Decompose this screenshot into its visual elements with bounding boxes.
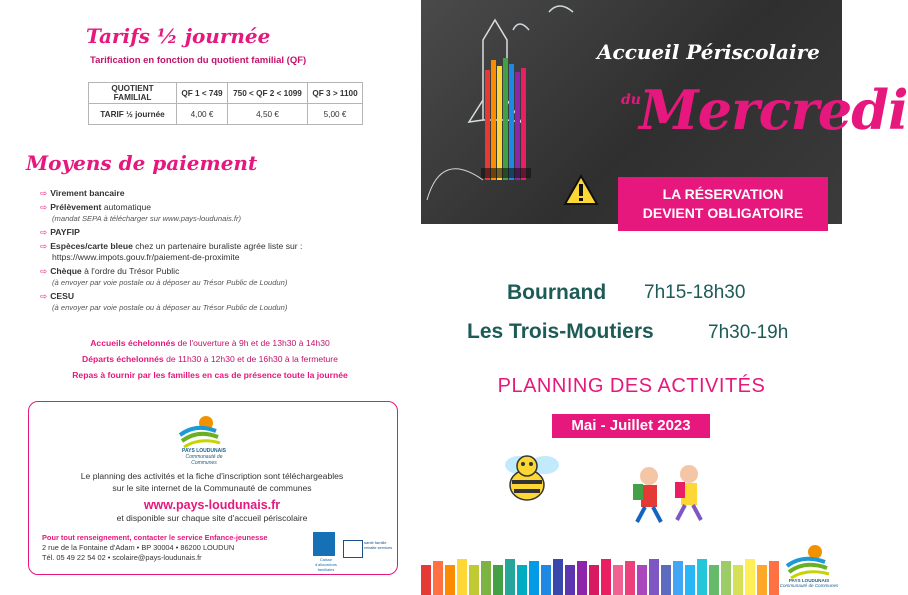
table-header-cell: QF 1 < 749 <box>177 83 228 104</box>
msa-logo-icon <box>343 540 363 558</box>
logo-name: PAYS LOUDUNAIS <box>182 448 226 454</box>
arrow-right-icon: ⇨ <box>40 202 48 212</box>
list-item <box>40 291 410 313</box>
logo-name: PAYS LOUDUNAIS <box>788 578 830 583</box>
contact-info <box>42 533 312 563</box>
table-cell: 4,00 € <box>177 104 228 125</box>
accueil-info <box>20 335 400 383</box>
list-item <box>40 227 410 238</box>
tarif-table <box>88 82 363 125</box>
caf-logo-icon <box>313 532 335 556</box>
site-hours: 7h30-19h <box>708 322 789 343</box>
accueil-bold: Accueils échelonnés <box>90 338 176 348</box>
table-header-cell: 750 < QF 2 < 1099 <box>228 83 308 104</box>
table-header-row <box>89 83 363 104</box>
accueil-line <box>20 335 400 351</box>
contact-head: Pour tout renseignement, contacter le service Enfance-jeunesse <box>42 533 268 542</box>
table-cell: 5,00 € <box>308 104 363 125</box>
payment-method: PAYFIP <box>50 227 80 237</box>
caf-text: Caisse d'allocations familiales <box>315 557 337 572</box>
logo-text <box>779 578 839 588</box>
box-line: Le planning des activités et la fiche d'inscription sont téléchargeables <box>80 471 344 481</box>
payment-note: (à envoyer par voie postale ou à déposer au Trésor Public de Loudun) <box>52 303 288 312</box>
right-panel <box>421 0 908 595</box>
contact-address: 2 rue de la Fontaine d'Adam • BP 30004 • 86200 LOUDUN <box>42 543 235 552</box>
box-text <box>40 470 384 494</box>
site-name: Bournand <box>507 281 607 304</box>
accueil-line <box>20 351 400 367</box>
box-line: sur le site internet de la Communauté de communes <box>112 483 312 493</box>
logo-sub: Communauté de Communes <box>185 454 223 466</box>
planning-title: PLANNING DES ACTIVITÉS <box>497 375 766 397</box>
accueil-bold: Repas à fournir par les familles en cas de présence toute la journée <box>72 370 348 380</box>
crayons-decoration-icon <box>421 555 786 595</box>
payment-text: à l'ordre du Trésor Public <box>81 266 180 276</box>
arrow-right-icon: ⇨ <box>40 266 48 276</box>
accueil-text: de 11h30 à 12h30 et de 16h30 à la fermeture <box>163 354 338 364</box>
list-item <box>40 266 410 288</box>
table-cell: 4,50 € <box>228 104 308 125</box>
arrow-right-icon: ⇨ <box>40 241 48 251</box>
box-line: et disponible sur chaque site d'accueil périscolaire <box>116 513 308 523</box>
reservation-line: LA RÉSERVATION <box>662 186 784 202</box>
payment-text: chez un partenaire buraliste agrée liste sur : <box>132 241 303 251</box>
tarifs-title: Tarifs ½ journée <box>86 24 271 48</box>
table-row <box>89 104 363 125</box>
arrow-right-icon: ⇨ <box>40 188 48 198</box>
arrow-right-icon: ⇨ <box>40 291 48 301</box>
tarifs-subtitle: Tarification en fonction du quotient familial (QF) <box>90 55 307 66</box>
list-item <box>40 202 410 224</box>
header-title: Accueil Périscolaire <box>597 40 820 64</box>
arrow-right-icon: ⇨ <box>40 227 48 237</box>
accueil-line <box>20 367 400 383</box>
logo-text <box>178 448 230 466</box>
table-cell: TARIF ½ journée <box>89 104 177 125</box>
list-item <box>40 188 410 199</box>
accueil-text: de l'ouverture à 9h et de 13h30 à 14h30 <box>175 338 330 348</box>
table-header-cell: QUOTIENT FAMILIAL <box>89 83 177 104</box>
payment-text: automatique <box>101 202 152 212</box>
payment-method: CESU <box>50 291 75 301</box>
site-name: Les Trois-Moutiers <box>467 320 654 343</box>
payment-method: Espèces/carte bleue <box>50 241 133 251</box>
left-panel <box>0 0 421 595</box>
payment-title: Moyens de paiement <box>26 151 258 175</box>
payment-url: https://www.impots.gouv.fr/paiement-de-proximite <box>52 252 240 262</box>
dates-badge: Mai - Juillet 2023 <box>552 414 710 438</box>
payment-method: Chèque <box>50 266 82 276</box>
reservation-banner <box>618 177 828 231</box>
table-header-cell: QF 3 > 1100 <box>308 83 363 104</box>
msa-text: santé famille retraite services <box>364 540 393 550</box>
accueil-bold: Départs échelonnés <box>82 354 164 364</box>
logo-sub: Communauté de Communes <box>779 583 839 588</box>
payment-note: (mandat SEPA à télécharger sur www.pays-loudunais.fr) <box>52 214 242 223</box>
list-item <box>40 241 410 263</box>
contact-phone: Tél. 05 49 22 54 02 • scolaire@pays-loudunais.fr <box>42 553 202 562</box>
payment-note: (à envoyer par voie postale ou à déposer au Trésor Public de Loudun) <box>52 278 288 287</box>
header-main-title: Mercredi <box>639 78 908 142</box>
payment-list <box>40 188 410 316</box>
website-link[interactable]: www.pays-loudunais.fr <box>143 498 281 512</box>
reservation-line: DEVIENT OBLIGATOIRE <box>642 205 804 221</box>
header-du: du <box>621 92 641 108</box>
pays-loudunais-logo-icon <box>176 411 224 451</box>
payment-method: Virement bancaire <box>50 188 125 198</box>
payment-method: Prélèvement <box>50 202 102 212</box>
site-hours: 7h15-18h30 <box>644 282 746 303</box>
